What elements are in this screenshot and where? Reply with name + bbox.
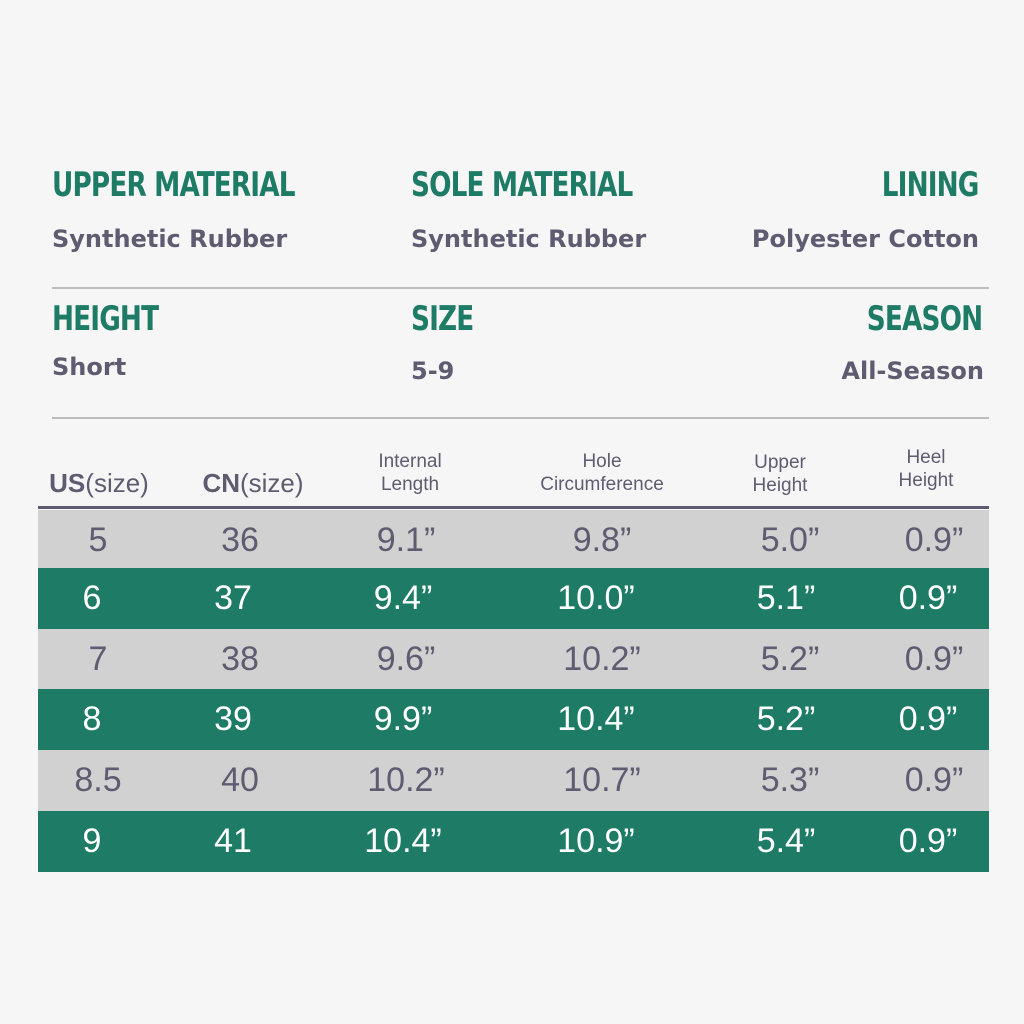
- cell-us-size: 8.5: [74, 761, 122, 799]
- table-header-rule: [38, 506, 989, 509]
- upper-material-label: UPPER MATERIAL: [52, 165, 295, 205]
- header-hole-circumference: Hole Circumference: [540, 451, 664, 495]
- cell-upper-height: 5.4”: [756, 822, 816, 860]
- cell-us-size: 5: [88, 521, 108, 559]
- season-label: SEASON: [866, 299, 982, 339]
- cell-hole-circumference: 10.9”: [557, 822, 635, 860]
- cell-cn-size: 41: [214, 822, 252, 860]
- cell-us-size: 6: [82, 579, 102, 617]
- height-label: HEIGHT: [52, 299, 159, 339]
- cell-internal-length: 9.6”: [376, 640, 436, 678]
- cell-heel-height: 0.9”: [904, 761, 964, 799]
- size-value: 5-9: [411, 357, 455, 385]
- cell-us-size: 8: [82, 700, 102, 738]
- table-row: [38, 629, 989, 690]
- table-row: [38, 811, 989, 872]
- cell-us-size: 7: [88, 640, 108, 678]
- cell-internal-length: 9.1”: [376, 521, 436, 559]
- cell-hole-circumference: 9.8”: [572, 521, 632, 559]
- cell-cn-size: 37: [214, 579, 252, 617]
- table-row: [38, 689, 989, 750]
- cell-upper-height: 5.1”: [756, 579, 816, 617]
- cell-hole-circumference: 10.4”: [557, 700, 635, 738]
- header-internal-length: Internal Length: [378, 451, 442, 495]
- height-value: Short: [52, 353, 127, 381]
- cell-heel-height: 0.9”: [898, 700, 958, 738]
- cell-internal-length: 10.4”: [364, 822, 442, 860]
- cell-internal-length: 10.2”: [367, 761, 445, 799]
- cell-cn-size: 39: [214, 700, 252, 738]
- header-heel-height: Heel Height: [898, 447, 954, 491]
- lining-label: LINING: [882, 165, 979, 205]
- cell-hole-circumference: 10.0”: [557, 579, 635, 617]
- upper-material-value: Synthetic Rubber: [52, 225, 288, 253]
- cell-heel-height: 0.9”: [898, 579, 958, 617]
- size-label: SIZE: [411, 299, 474, 339]
- table-row: [38, 568, 989, 629]
- cell-upper-height: 5.2”: [760, 640, 820, 678]
- lining-value: Polyester Cotton: [751, 225, 979, 253]
- table-row: [38, 510, 989, 571]
- cell-heel-height: 0.9”: [898, 822, 958, 860]
- cell-upper-height: 5.3”: [760, 761, 820, 799]
- cell-cn-size: 40: [221, 761, 259, 799]
- sole-material-value: Synthetic Rubber: [411, 225, 647, 253]
- divider-bottom: [52, 417, 989, 419]
- cell-hole-circumference: 10.2”: [563, 640, 641, 678]
- sole-material-label: SOLE MATERIAL: [411, 165, 633, 205]
- table-row: [38, 750, 989, 811]
- header-us-size: US(size): [49, 468, 149, 498]
- cell-heel-height: 0.9”: [904, 640, 964, 678]
- cell-cn-size: 38: [221, 640, 259, 678]
- season-value: All-Season: [841, 357, 984, 385]
- cell-heel-height: 0.9”: [904, 521, 964, 559]
- cell-hole-circumference: 10.7”: [563, 761, 641, 799]
- cell-internal-length: 9.4”: [373, 579, 433, 617]
- cell-internal-length: 9.9”: [373, 700, 433, 738]
- cell-us-size: 9: [82, 822, 102, 860]
- cell-upper-height: 5.2”: [756, 700, 816, 738]
- header-cn-size: CN(size): [202, 468, 304, 498]
- header-upper-height: Upper Height: [752, 452, 808, 496]
- cell-upper-height: 5.0”: [760, 521, 820, 559]
- cell-cn-size: 36: [221, 521, 259, 559]
- divider-top: [52, 287, 989, 289]
